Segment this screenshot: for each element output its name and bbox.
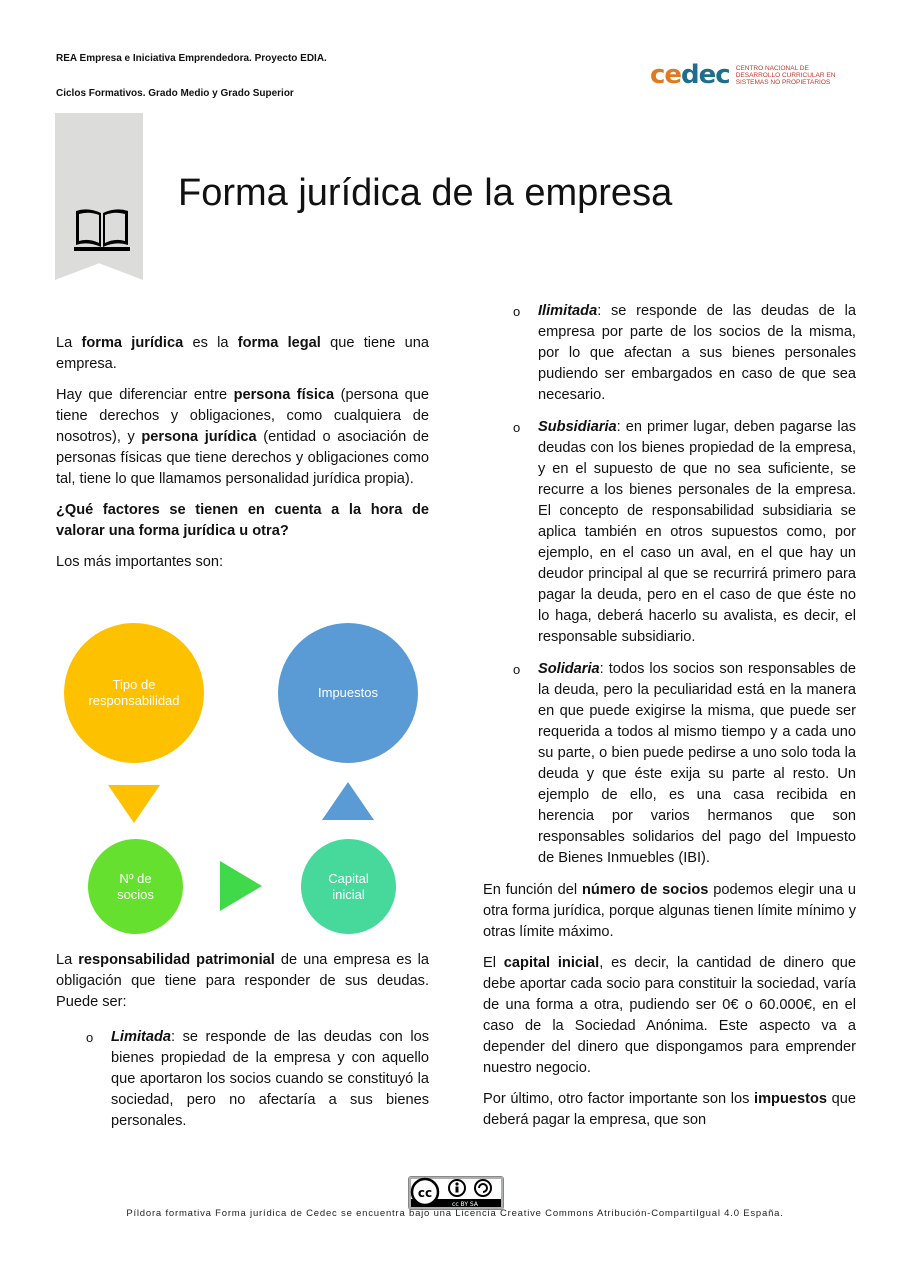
- arrow-right-icon: [220, 861, 262, 911]
- paragraph-socios: En función del número de socios podemos elegir una u otra forma jurídica, porque algunas tienen límite mínimo y otras límite máximo.: [483, 882, 857, 940]
- list-item-limitada: o Limitada: se responde de las deudas con los bienes propiedad de la empresa y con aquello que aportaron los socios cuando se constituyó la sociedad, pero no afectaría a sus bienes personales.: [86, 1029, 429, 1129]
- left-column-top: [56, 333, 429, 583]
- logo-word-part1: ce: [650, 60, 682, 90]
- license-badge-label: cc BY SA: [452, 1201, 478, 1208]
- arrow-down-icon: [108, 785, 160, 823]
- right-column: [483, 301, 856, 1141]
- header-project-line: REA Empresa e Iniciativa Emprendedora. Proyecto EDIA.: [56, 53, 327, 64]
- arrow-up-icon: [322, 782, 374, 820]
- circle-impuestos: Impuestos: [278, 623, 418, 763]
- question-heading: ¿Qué factores se tienen en cuenta a la hora de valorar una forma jurídica u otra?: [56, 502, 429, 539]
- paragraph-responsabilidad: La responsabilidad patrimonial de una empresa es la obligación que tiene para responder de sus deudas. Puede ser:: [56, 952, 429, 1010]
- cedec-logo: [650, 60, 836, 90]
- creative-commons-badge: [408, 1176, 504, 1210]
- paragraph-intro: Los más importantes son:: [56, 554, 224, 570]
- paragraph-capital: El capital inicial, es decir, la cantidad de dinero que debe aportar cada socio para constituir la sociedad, varía de una forma a otra, pudiendo ser 0€ o 60.000€, en el caso de la Sociedad Anónima. Este aspecto va a depender del dinero que dispongamos para emprender nuestro negocio.: [483, 955, 856, 1076]
- circle-capital: Capital inicial: [301, 839, 396, 934]
- circle-socios: Nº de socios: [88, 839, 183, 934]
- book-icon: [74, 205, 130, 258]
- paragraph-definition: La forma jurídica es la forma legal que tiene una empresa.: [56, 335, 429, 372]
- paragraph-persona: Hay que diferenciar entre persona física (persona que tiene derechos y obligaciones, como cualquiera de nosotros), y persona jurídica (entidad o asociación de personas físicas que tiene derechos y obligaciones como tal, tiene lo que llamamos personalidad jurídica propia).: [56, 387, 430, 487]
- svg-text:cc: cc: [417, 1186, 433, 1200]
- list-item-ilimitada: o Ilimitada: se responde de las deudas de la empresa por parte de los socios de la misma, por lo que afectan a sus bienes personales pudiendo ser embargados en caso de que sea necesario.: [513, 303, 856, 403]
- license-footer: Píldora formativa Forma jurídica de Cedec se encuentra bajo una Licencia Creative Commons Atribución-CompartiIgual 4.0 España.: [126, 1208, 784, 1219]
- factors-diagram: [56, 615, 430, 945]
- list-item-subsidiaria: o Subsidiaria: en primer lugar, deben pagarse las deudas con los bienes propiedad de la empresa, y en el supuesto de que no sea suficiente, se recurre a los bienes personales de la empresa. El concepto de responsabilidad subsidiaria se aplica también en otros supuestos como, por ejemplo, en el caso un aval, en el que hay un deudor principal al que se recurrirá primero para pagar la deuda, pero en el caso de que éste no lo haga, deberá hacerlo su avalista, es decir, el responsable subsidiario.: [513, 419, 856, 645]
- left-column-bottom: [56, 950, 429, 1143]
- paragraph-impuestos: Por último, otro factor importante son los impuestos que deberá pagar la empresa, que son: [483, 1091, 856, 1128]
- circle-responsabilidad: Tipo de responsabilidad: [64, 623, 204, 763]
- logo-subtitle: CENTRO NACIONAL DE DESARROLLO CURRICULAR EN SISTEMAS NO PROPIETARIOS: [735, 64, 836, 86]
- header-cycles-line: Ciclos Formativos. Grado Medio y Grado Superior: [56, 88, 294, 99]
- logo-word-part2: dec: [681, 60, 730, 90]
- list-item-solidaria: o Solidaria: todos los socios son responsables de la deuda, pero la peculiaridad está en la manera en que puede exigirse la misma, que puede ser requerida a todos al mismo tiempo y a cada uno su parte, o bien puede pedirse a uno solo toda la deuda y que éste exija su parte al resto. Un ejemplo de ello, es una casa recibida en herencia por varios hermanos que son responsables solidarios del pago del Impuesto de Bienes Inmuebles (IBI).: [513, 661, 856, 866]
- page-title: Forma jurídica de la empresa: [178, 172, 673, 214]
